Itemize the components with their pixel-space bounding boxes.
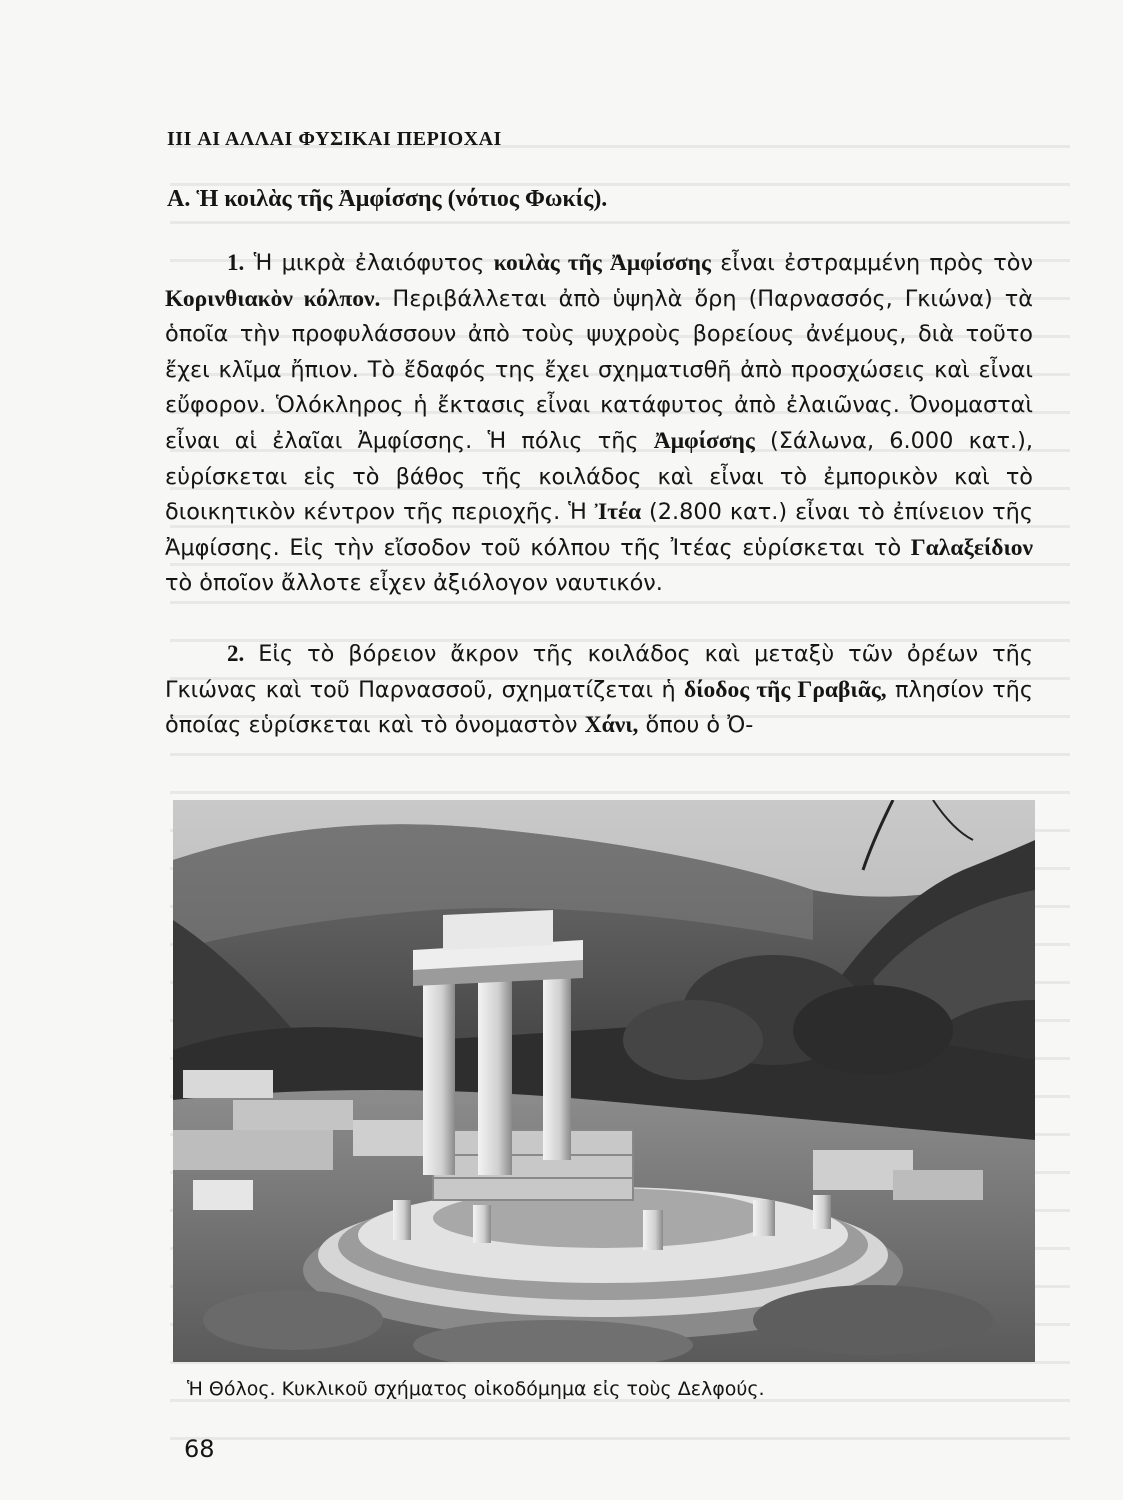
paragraph-text: εἶναι ἐστραμμένη πρὸς τὸν (710, 250, 1033, 276)
section-heading: Α. Ἡ κοιλὰς τῆς Ἀμφίσσης (νότιος Φωκίς). (167, 186, 608, 212)
photo-caption: Ἡ Θόλος. Κυκλικοῦ σχήματος οἰκοδόμημα εἰς τοὺς Δελφούς. (187, 1378, 765, 1400)
tholos-photo-illustration (173, 800, 1035, 1362)
paragraph-text: πλησίον τῆς ὁποίας εὑρίσκεται καὶ τὸ ὀνομαστὸν (165, 676, 1034, 739)
paragraph-number: 1. (227, 250, 245, 275)
paragraph-number: 2. (227, 641, 245, 666)
bold-term: Ἀμφίσσης (653, 427, 755, 454)
bold-term: Χάνι, (584, 712, 639, 739)
paragraph-text: (Σάλωνα, 6.000 κατ.), εὑρίσκεται εἰς τὸ βάθος τῆς κοιλάδος καὶ εἶναι τὸ ἐμπορικὸν καὶ τὸ διοικητικὸν κέντρον τῆς περιοχῆς. Ἡ (165, 427, 1033, 526)
paragraph-2 (165, 636, 1033, 744)
paragraph-text: (2.800 κατ.) εἶναι τὸ ἐπίνειον τῆς Ἀμφίσσης. Εἰς τὴν εἴσοδον τοῦ κόλπου τῆς Ἰτέας εὑρίσκεται τὸ (165, 499, 1033, 561)
tholos-photo (173, 800, 1035, 1362)
paragraph-text: Ἡ μικρὰ ἐλαιόφυτος (244, 250, 494, 276)
paragraph-1 (165, 245, 1033, 602)
bold-term: κοιλὰς τῆς Ἀμφίσσης (493, 250, 711, 276)
paragraph-text: Εἰς τὸ βόρειον ἄκρον τῆς κοιλάδος καὶ μεταξὺ τῶν ὀρέων τῆς Γκιώνας καὶ τοῦ Παρνασσοῦ, σχηματίζεται ἡ (165, 641, 1033, 703)
paragraph-text: τὸ ὁποῖον ἄλλοτε εἶχεν ἀξιόλογον ναυτικόν. (165, 570, 663, 597)
bold-term: Ἰτέα (594, 499, 642, 526)
bold-term: Κορινθιακὸν κόλπον. (165, 285, 381, 312)
bold-term: δίοδος τῆς Γραβιᾶς, (684, 676, 887, 703)
paragraph-text: ὅπου ὁ Ὀ- (638, 712, 754, 739)
page-number: 68 (184, 1435, 215, 1463)
bold-term: Γαλαξείδιον (910, 534, 1033, 561)
paragraph-text: Περιβάλλεται ἀπὸ ὑψηλὰ ὄρη (Παρνασσός, Γκιώνα) τὰ ὁποῖα τὴν προφυλάσσουν ἀπὸ τοὺς ψυχροὺς βορείους ἀνέμους, διὰ τοῦτο ἔχει κλῖμα ἤπιον. Τὸ ἔδαφός της ἔχει σχηματισθῆ ἀπὸ προσχώσεις καὶ εἶναι εὔφορον. Ὁλόκληρος ἡ ἔκτασις εἶναι κατάφυτος ἀπὸ ἐλαιῶνας. Ὀνομασταὶ εἶναι αἱ ἐλαῖαι Ἀμφίσσης. Ἡ πόλις τῆς (165, 285, 1033, 454)
chapter-heading: III ΑΙ ΑΛΛΑΙ ΦΥΣΙΚΑΙ ΠΕΡΙΟΧΑΙ (167, 128, 502, 150)
